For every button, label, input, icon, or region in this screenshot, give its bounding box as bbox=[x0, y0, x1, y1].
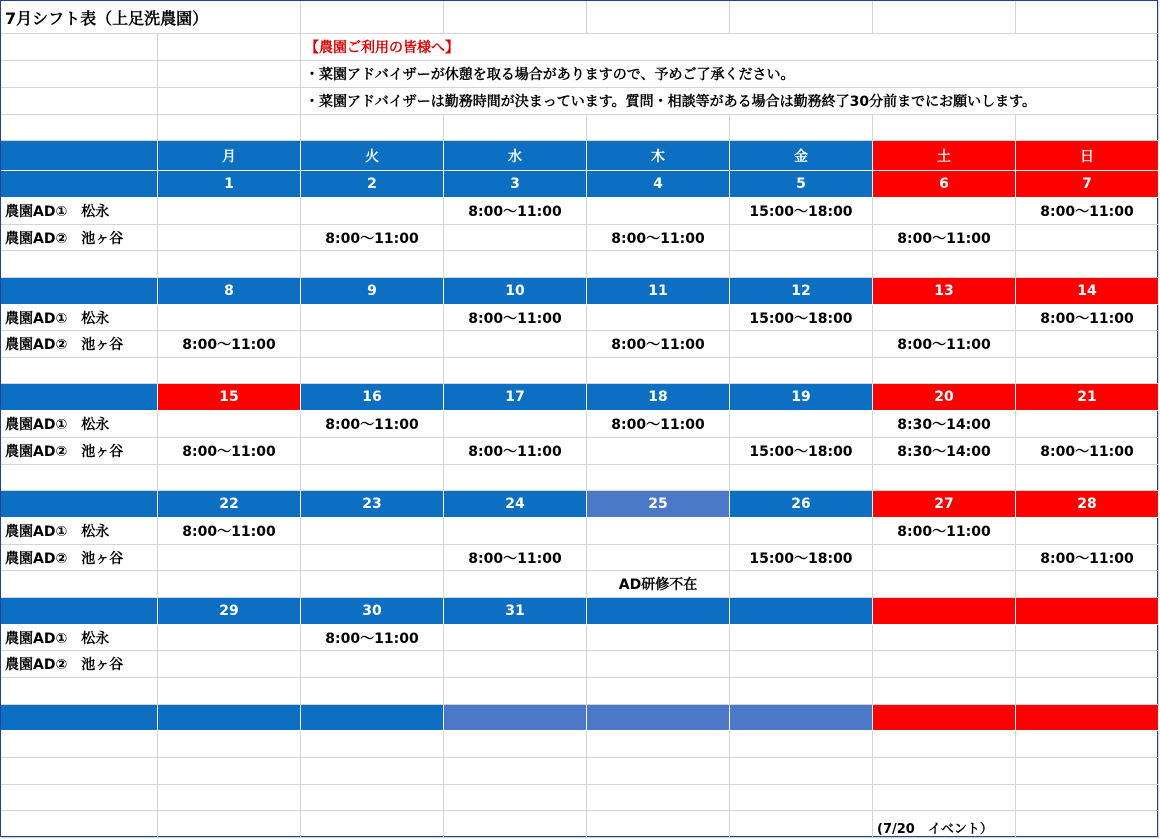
empty-cell[interactable] bbox=[587, 731, 730, 758]
shift-cell[interactable]: 8:00～11:00 bbox=[444, 545, 587, 571]
shift-cell[interactable] bbox=[730, 625, 873, 651]
shift-cell[interactable] bbox=[587, 518, 730, 545]
sheet-title[interactable]: 7月シフト表（上足洗農園） bbox=[1, 1, 301, 34]
shift-cell[interactable] bbox=[587, 198, 730, 225]
staff-label[interactable]: 農園AD② 池ヶ谷 bbox=[1, 225, 158, 251]
note-cell[interactable] bbox=[587, 465, 730, 491]
shift-cell[interactable]: 8:00～11:00 bbox=[1016, 438, 1159, 465]
shift-cell[interactable]: 15:00～18:00 bbox=[730, 198, 873, 225]
empty-cell[interactable] bbox=[301, 1, 444, 34]
empty-header-cell[interactable] bbox=[873, 705, 1016, 731]
empty-cell[interactable] bbox=[730, 811, 873, 838]
shift-cell[interactable] bbox=[873, 651, 1016, 678]
empty-cell[interactable] bbox=[301, 731, 444, 758]
date-header[interactable]: 3 bbox=[444, 171, 587, 198]
weekday-header[interactable]: 水 bbox=[444, 141, 587, 171]
shift-cell[interactable] bbox=[873, 198, 1016, 225]
shift-cell[interactable] bbox=[873, 625, 1016, 651]
weekday-header[interactable]: 月 bbox=[158, 141, 301, 171]
empty-cell[interactable] bbox=[730, 115, 873, 141]
empty-cell[interactable] bbox=[158, 61, 301, 88]
note-cell[interactable] bbox=[158, 571, 301, 598]
empty-cell[interactable] bbox=[587, 785, 730, 811]
shift-cell[interactable]: 8:00～11:00 bbox=[587, 411, 730, 438]
staff-label[interactable]: 農園AD① 松永 bbox=[1, 411, 158, 438]
shift-cell[interactable] bbox=[1016, 225, 1159, 251]
note-cell[interactable] bbox=[158, 251, 301, 278]
note-cell[interactable] bbox=[587, 251, 730, 278]
date-header[interactable]: 30 bbox=[301, 598, 444, 625]
week-date-corner[interactable] bbox=[1, 598, 158, 625]
empty-cell[interactable] bbox=[444, 731, 587, 758]
shift-cell[interactable] bbox=[1016, 411, 1159, 438]
note-cell[interactable] bbox=[730, 358, 873, 384]
shift-cell[interactable] bbox=[587, 625, 730, 651]
empty-cell[interactable] bbox=[444, 1, 587, 34]
shift-cell[interactable] bbox=[158, 651, 301, 678]
empty-cell[interactable] bbox=[730, 785, 873, 811]
note-cell[interactable] bbox=[1, 358, 158, 384]
note-cell[interactable] bbox=[1016, 465, 1159, 491]
date-header[interactable]: 25 bbox=[587, 491, 730, 518]
shift-cell[interactable] bbox=[444, 411, 587, 438]
date-header[interactable]: 11 bbox=[587, 278, 730, 305]
shift-cell[interactable] bbox=[873, 305, 1016, 331]
date-header[interactable]: 4 bbox=[587, 171, 730, 198]
empty-cell[interactable] bbox=[1, 731, 158, 758]
empty-cell[interactable] bbox=[873, 731, 1016, 758]
note-cell[interactable] bbox=[873, 358, 1016, 384]
empty-cell[interactable] bbox=[1, 88, 158, 115]
weekday-header[interactable]: 土 bbox=[873, 141, 1016, 171]
shift-cell[interactable] bbox=[158, 225, 301, 251]
date-header[interactable]: 15 bbox=[158, 384, 301, 411]
note-cell[interactable] bbox=[301, 358, 444, 384]
shift-cell[interactable]: 8:00～11:00 bbox=[1016, 198, 1159, 225]
empty-cell[interactable] bbox=[873, 785, 1016, 811]
footer-note[interactable]: (7/20 イベント） bbox=[873, 811, 1016, 838]
notice-line[interactable]: ・菜園アドバイザーが休憩を取る場合がありますので、予めご了承ください。 bbox=[301, 61, 1159, 88]
shift-cell[interactable] bbox=[158, 545, 301, 571]
staff-label[interactable]: 農園AD① 松永 bbox=[1, 625, 158, 651]
empty-cell[interactable] bbox=[587, 115, 730, 141]
date-header[interactable]: 5 bbox=[730, 171, 873, 198]
shift-cell[interactable] bbox=[301, 438, 444, 465]
shift-cell[interactable] bbox=[587, 545, 730, 571]
shift-cell[interactable]: 8:30～14:00 bbox=[873, 411, 1016, 438]
shift-cell[interactable] bbox=[730, 411, 873, 438]
week-date-corner[interactable] bbox=[1, 171, 158, 198]
shift-cell[interactable]: 8:00～11:00 bbox=[444, 198, 587, 225]
shift-cell[interactable] bbox=[158, 305, 301, 331]
notice-line[interactable]: ・菜園アドバイザーは勤務時間が決まっています。質問・相談等がある場合は勤務終了30分前までにお願いします。 bbox=[301, 88, 1159, 115]
shift-cell[interactable]: 8:00～11:00 bbox=[301, 411, 444, 438]
date-header[interactable]: 23 bbox=[301, 491, 444, 518]
empty-cell[interactable] bbox=[444, 758, 587, 785]
empty-header-cell[interactable] bbox=[587, 705, 730, 731]
note-cell[interactable] bbox=[730, 678, 873, 705]
empty-cell[interactable] bbox=[1, 61, 158, 88]
shift-cell[interactable]: 15:00～18:00 bbox=[730, 305, 873, 331]
date-header[interactable]: 8 bbox=[158, 278, 301, 305]
shift-cell[interactable]: 8:00～11:00 bbox=[158, 438, 301, 465]
shift-cell[interactable] bbox=[1016, 651, 1159, 678]
note-cell[interactable] bbox=[158, 465, 301, 491]
date-header[interactable]: 12 bbox=[730, 278, 873, 305]
shift-cell[interactable] bbox=[301, 198, 444, 225]
note-cell[interactable] bbox=[444, 358, 587, 384]
date-header[interactable]: 18 bbox=[587, 384, 730, 411]
date-header[interactable]: 20 bbox=[873, 384, 1016, 411]
note-cell[interactable] bbox=[873, 251, 1016, 278]
shift-cell[interactable]: 8:00～11:00 bbox=[873, 331, 1016, 358]
shift-cell[interactable]: 8:00～11:00 bbox=[873, 518, 1016, 545]
empty-cell[interactable] bbox=[1016, 1, 1159, 34]
shift-cell[interactable]: 15:00～18:00 bbox=[730, 545, 873, 571]
empty-cell[interactable] bbox=[587, 1, 730, 34]
date-header[interactable] bbox=[730, 598, 873, 625]
date-header[interactable]: 9 bbox=[301, 278, 444, 305]
note-cell[interactable] bbox=[158, 678, 301, 705]
shift-cell[interactable]: 8:00～11:00 bbox=[587, 331, 730, 358]
empty-cell[interactable] bbox=[1016, 115, 1159, 141]
shift-cell[interactable]: 8:00～11:00 bbox=[301, 625, 444, 651]
weekday-header[interactable]: 金 bbox=[730, 141, 873, 171]
staff-label[interactable]: 農園AD① 松永 bbox=[1, 305, 158, 331]
note-cell[interactable] bbox=[444, 251, 587, 278]
shift-cell[interactable]: 8:00～11:00 bbox=[444, 438, 587, 465]
shift-cell[interactable] bbox=[444, 225, 587, 251]
week-date-corner[interactable] bbox=[1, 278, 158, 305]
note-cell[interactable] bbox=[1016, 251, 1159, 278]
shift-cell[interactable] bbox=[158, 625, 301, 651]
note-cell[interactable] bbox=[730, 251, 873, 278]
shift-cell[interactable] bbox=[730, 225, 873, 251]
shift-cell[interactable] bbox=[1016, 625, 1159, 651]
empty-cell[interactable] bbox=[730, 758, 873, 785]
empty-cell[interactable] bbox=[730, 1, 873, 34]
note-cell[interactable] bbox=[873, 678, 1016, 705]
empty-cell[interactable] bbox=[730, 731, 873, 758]
empty-cell[interactable] bbox=[444, 785, 587, 811]
note-cell[interactable] bbox=[1, 465, 158, 491]
note-cell[interactable] bbox=[587, 678, 730, 705]
shift-cell[interactable] bbox=[444, 331, 587, 358]
shift-cell[interactable]: 8:00～11:00 bbox=[158, 518, 301, 545]
shift-cell[interactable] bbox=[587, 305, 730, 331]
shift-cell[interactable] bbox=[730, 651, 873, 678]
note-cell[interactable] bbox=[1016, 358, 1159, 384]
staff-label[interactable]: 農園AD① 松永 bbox=[1, 518, 158, 545]
shift-cell[interactable]: 8:00～11:00 bbox=[587, 225, 730, 251]
date-header[interactable]: 17 bbox=[444, 384, 587, 411]
empty-cell[interactable] bbox=[587, 758, 730, 785]
empty-cell[interactable] bbox=[301, 785, 444, 811]
date-header[interactable] bbox=[1016, 598, 1159, 625]
shift-cell[interactable]: 8:00～11:00 bbox=[444, 305, 587, 331]
date-header[interactable]: 24 bbox=[444, 491, 587, 518]
empty-header-cell[interactable] bbox=[730, 705, 873, 731]
empty-header-cell[interactable] bbox=[444, 705, 587, 731]
empty-cell[interactable] bbox=[1016, 785, 1159, 811]
note-cell[interactable] bbox=[730, 571, 873, 598]
staff-label[interactable]: 農園AD② 池ヶ谷 bbox=[1, 438, 158, 465]
empty-cell[interactable] bbox=[301, 811, 444, 838]
empty-cell[interactable] bbox=[1, 115, 158, 141]
weekday-header-corner[interactable] bbox=[1, 141, 158, 171]
note-cell[interactable] bbox=[444, 571, 587, 598]
note-cell[interactable]: AD研修不在 bbox=[587, 571, 730, 598]
date-header[interactable]: 19 bbox=[730, 384, 873, 411]
note-cell[interactable] bbox=[587, 358, 730, 384]
empty-cell[interactable] bbox=[1, 785, 158, 811]
shift-cell[interactable] bbox=[444, 625, 587, 651]
date-header[interactable]: 29 bbox=[158, 598, 301, 625]
weekday-header[interactable]: 火 bbox=[301, 141, 444, 171]
date-header[interactable]: 1 bbox=[158, 171, 301, 198]
date-header[interactable]: 16 bbox=[301, 384, 444, 411]
empty-cell[interactable] bbox=[158, 731, 301, 758]
week-date-corner[interactable] bbox=[1, 384, 158, 411]
note-cell[interactable] bbox=[301, 678, 444, 705]
shift-cell[interactable] bbox=[873, 545, 1016, 571]
shift-cell[interactable] bbox=[301, 545, 444, 571]
shift-cell[interactable]: 8:00～11:00 bbox=[301, 225, 444, 251]
empty-cell[interactable] bbox=[158, 811, 301, 838]
shift-cell[interactable] bbox=[301, 651, 444, 678]
staff-label[interactable]: 農園AD② 池ヶ谷 bbox=[1, 331, 158, 358]
date-header[interactable]: 2 bbox=[301, 171, 444, 198]
empty-cell[interactable] bbox=[1016, 731, 1159, 758]
shift-cell[interactable] bbox=[444, 518, 587, 545]
note-cell[interactable] bbox=[444, 465, 587, 491]
date-header[interactable] bbox=[587, 598, 730, 625]
date-header[interactable]: 22 bbox=[158, 491, 301, 518]
empty-cell[interactable] bbox=[158, 88, 301, 115]
empty-cell[interactable] bbox=[873, 758, 1016, 785]
date-header[interactable] bbox=[873, 598, 1016, 625]
empty-cell[interactable] bbox=[1, 811, 158, 838]
date-header[interactable]: 26 bbox=[730, 491, 873, 518]
empty-cell[interactable] bbox=[444, 115, 587, 141]
empty-header-cell[interactable] bbox=[1, 705, 158, 731]
shift-cell[interactable]: 8:00～11:00 bbox=[873, 225, 1016, 251]
notice-heading[interactable]: 【農園ご利用の皆様へ】 bbox=[301, 34, 1159, 61]
empty-cell[interactable] bbox=[444, 811, 587, 838]
note-cell[interactable] bbox=[1, 678, 158, 705]
week-date-corner[interactable] bbox=[1, 491, 158, 518]
empty-cell[interactable] bbox=[158, 785, 301, 811]
date-header[interactable]: 14 bbox=[1016, 278, 1159, 305]
weekday-header[interactable]: 日 bbox=[1016, 141, 1159, 171]
empty-header-cell[interactable] bbox=[1016, 705, 1159, 731]
shift-cell[interactable] bbox=[730, 518, 873, 545]
date-header[interactable]: 28 bbox=[1016, 491, 1159, 518]
note-cell[interactable] bbox=[301, 465, 444, 491]
shift-cell[interactable] bbox=[301, 518, 444, 545]
empty-cell[interactable] bbox=[1016, 758, 1159, 785]
note-cell[interactable] bbox=[1016, 678, 1159, 705]
note-cell[interactable] bbox=[1, 251, 158, 278]
shift-cell[interactable] bbox=[587, 438, 730, 465]
note-cell[interactable] bbox=[873, 465, 1016, 491]
date-header[interactable]: 13 bbox=[873, 278, 1016, 305]
empty-cell[interactable] bbox=[1, 758, 158, 785]
date-header[interactable]: 6 bbox=[873, 171, 1016, 198]
shift-cell[interactable] bbox=[158, 411, 301, 438]
empty-cell[interactable] bbox=[1016, 811, 1159, 838]
shift-cell[interactable] bbox=[158, 198, 301, 225]
shift-cell[interactable] bbox=[1016, 331, 1159, 358]
shift-cell[interactable] bbox=[730, 331, 873, 358]
shift-cell[interactable] bbox=[1016, 518, 1159, 545]
shift-cell[interactable]: 8:00～11:00 bbox=[1016, 545, 1159, 571]
empty-cell[interactable] bbox=[873, 115, 1016, 141]
staff-label[interactable]: 農園AD② 池ヶ谷 bbox=[1, 545, 158, 571]
note-cell[interactable] bbox=[301, 571, 444, 598]
empty-cell[interactable] bbox=[301, 758, 444, 785]
empty-header-cell[interactable] bbox=[158, 705, 301, 731]
note-cell[interactable] bbox=[1, 571, 158, 598]
empty-cell[interactable] bbox=[873, 1, 1016, 34]
note-cell[interactable] bbox=[444, 678, 587, 705]
date-header[interactable]: 31 bbox=[444, 598, 587, 625]
shift-cell[interactable] bbox=[444, 651, 587, 678]
date-header[interactable]: 7 bbox=[1016, 171, 1159, 198]
note-cell[interactable] bbox=[1016, 571, 1159, 598]
shift-cell[interactable]: 8:30～14:00 bbox=[873, 438, 1016, 465]
staff-label[interactable]: 農園AD① 松永 bbox=[1, 198, 158, 225]
staff-label[interactable]: 農園AD② 池ヶ谷 bbox=[1, 651, 158, 678]
note-cell[interactable] bbox=[158, 358, 301, 384]
empty-cell[interactable] bbox=[158, 758, 301, 785]
shift-cell[interactable] bbox=[587, 651, 730, 678]
shift-cell[interactable] bbox=[301, 305, 444, 331]
date-header[interactable]: 10 bbox=[444, 278, 587, 305]
shift-cell[interactable]: 8:00～11:00 bbox=[1016, 305, 1159, 331]
note-cell[interactable] bbox=[873, 571, 1016, 598]
empty-cell[interactable] bbox=[1, 34, 158, 61]
date-header[interactable]: 21 bbox=[1016, 384, 1159, 411]
empty-header-cell[interactable] bbox=[301, 705, 444, 731]
empty-cell[interactable] bbox=[158, 34, 301, 61]
note-cell[interactable] bbox=[301, 251, 444, 278]
empty-cell[interactable] bbox=[587, 811, 730, 838]
shift-cell[interactable]: 15:00～18:00 bbox=[730, 438, 873, 465]
weekday-header[interactable]: 木 bbox=[587, 141, 730, 171]
empty-cell[interactable] bbox=[158, 115, 301, 141]
shift-cell[interactable] bbox=[301, 331, 444, 358]
empty-cell[interactable] bbox=[301, 115, 444, 141]
shift-cell[interactable]: 8:00～11:00 bbox=[158, 331, 301, 358]
note-cell[interactable] bbox=[730, 465, 873, 491]
date-header[interactable]: 27 bbox=[873, 491, 1016, 518]
